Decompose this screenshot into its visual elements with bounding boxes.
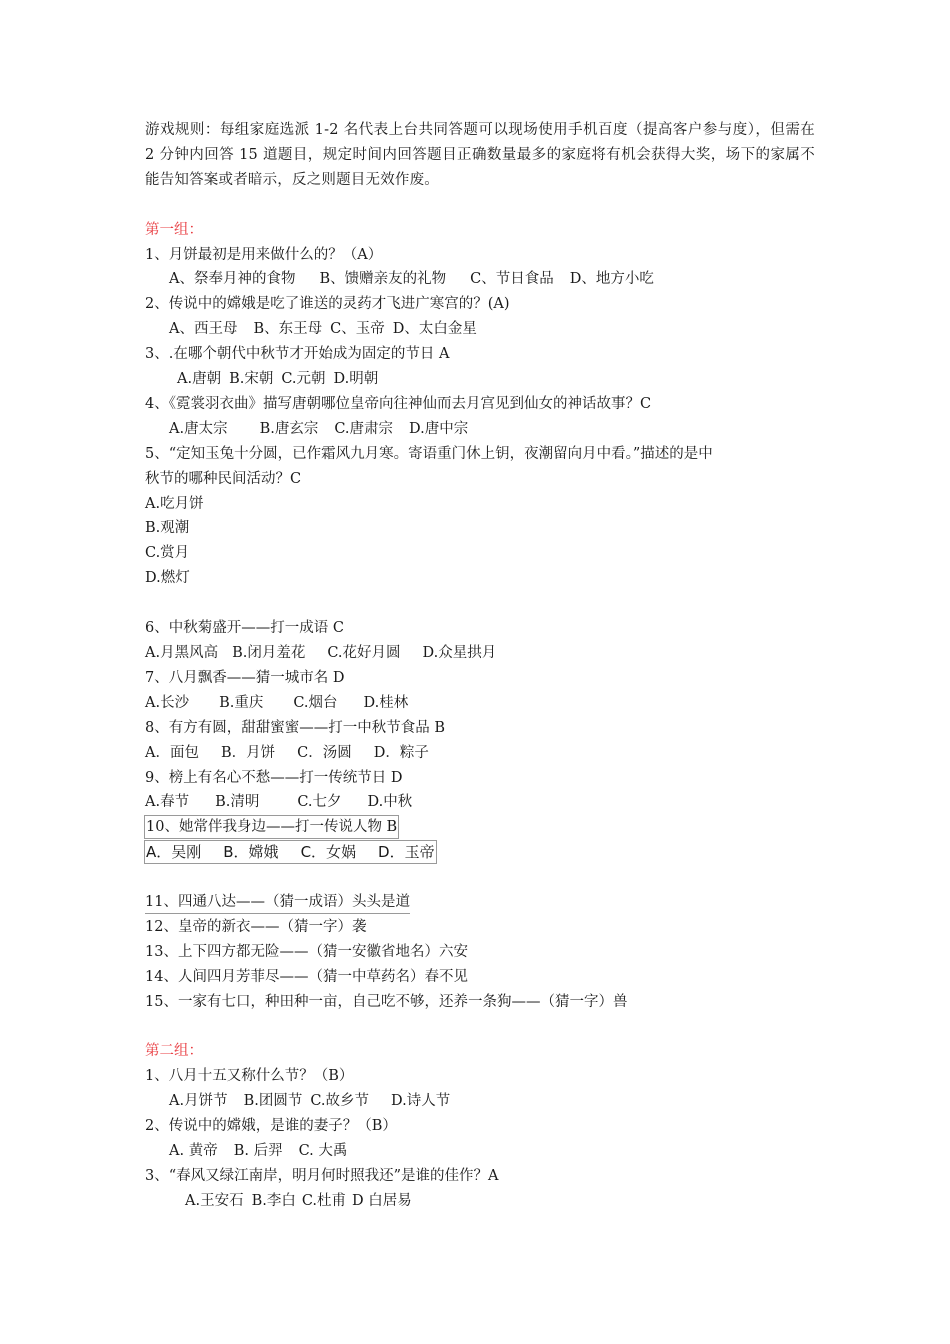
g1-q4: 4、《霓裳羽衣曲》描写唐朝哪位皇帝向往神仙而去月宫见到仙女的神话故事？C bbox=[145, 395, 652, 412]
g1-q11: 11、四通八达——（猜一成语）头头是道 bbox=[145, 891, 410, 914]
g2-q1: 1、八月十五又称什么节？（B） bbox=[145, 1068, 354, 1085]
option: B．月饼 bbox=[220, 744, 276, 761]
g1-q12: 12、皇帝的新衣——（猜一字）袭 bbox=[145, 918, 367, 935]
option: C、玉帝 bbox=[330, 321, 385, 338]
option: B．嫦娥 bbox=[223, 843, 279, 862]
option: C.元朝 bbox=[281, 371, 326, 388]
option: B、馈赠亲友的礼物 bbox=[319, 271, 447, 288]
option: A. 黄帝 bbox=[169, 1143, 218, 1160]
option: D．玉帝 bbox=[378, 843, 435, 862]
g1-q3: 3、.在哪个朝代中秋节才开始成为固定的节日 A bbox=[145, 346, 450, 363]
option: B. 后羿 bbox=[233, 1143, 283, 1160]
g1-q7: 7、八月飘香——猜一城市名 D bbox=[145, 669, 345, 686]
option: D.明朝 bbox=[333, 371, 379, 388]
g2-q3: 3、“春风又绿江南岸，明月何时照我还”是谁的佳作？A bbox=[145, 1168, 499, 1184]
g1-q5-line1: 5、“定知玉兔十分圆，已作霜风九月寒。寄语重门休上钥，夜潮留向月中看。”描述的是中 bbox=[145, 445, 713, 462]
option: C、节日食品 bbox=[470, 271, 554, 288]
g1-q3-options bbox=[145, 367, 815, 392]
option: C.七夕 bbox=[297, 794, 342, 811]
g2-q3-options bbox=[145, 1189, 815, 1214]
option: A、祭奉月神的食物 bbox=[169, 271, 296, 288]
g1-q1: 1、月饼最初是用来做什么的？（A） bbox=[145, 246, 383, 263]
g1-q10: 10、她常伴我身边——打一传说人物 B bbox=[144, 815, 399, 839]
option: C.赏月 bbox=[145, 545, 190, 562]
option: B.李白 bbox=[251, 1192, 296, 1209]
option: B、东王母 bbox=[253, 321, 323, 338]
option: D.唐中宗 bbox=[409, 420, 469, 437]
option: D、地方小吃 bbox=[569, 271, 654, 288]
option: A.月黑风高 bbox=[145, 645, 219, 661]
option: B.唐玄宗 bbox=[259, 420, 319, 437]
option: D.诗人节 bbox=[391, 1093, 451, 1110]
option: B.团圆节 bbox=[243, 1093, 303, 1110]
option: A．面包 bbox=[145, 744, 199, 761]
g1-q2-options bbox=[145, 317, 815, 342]
option: B.宋朝 bbox=[229, 371, 274, 388]
option: C.故乡节 bbox=[310, 1093, 370, 1110]
option: C. 大禹 bbox=[298, 1143, 348, 1160]
option: D．粽子 bbox=[373, 744, 429, 761]
option: D、太白金星 bbox=[392, 321, 477, 338]
g2-q1-options bbox=[145, 1089, 815, 1114]
option: A、西王母 bbox=[169, 321, 238, 338]
option: A.唐朝 bbox=[177, 371, 222, 388]
g1-q1-options bbox=[145, 267, 815, 292]
option: C.花好月圆 bbox=[327, 645, 401, 661]
option: B.闭月羞花 bbox=[232, 645, 306, 661]
option: A.月饼节 bbox=[169, 1093, 228, 1110]
option: A．吴刚 bbox=[146, 843, 202, 862]
g1-q9: 9、榜上有名心不愁——打一传统节日 D bbox=[145, 769, 403, 786]
game-rules: 游戏规则：每组家庭选派 1-2 名代表上台共同答题可以现场使用手机百度（提高客户参与度），但需在 2 分钟内回答 15 道题目，规定时间内回答题目正确数量最多的家庭将有机会获得大奖，场下的家属不能告知答案或者暗示，反之则题目无效作废。 bbox=[145, 122, 815, 188]
option: C．女娲 bbox=[300, 843, 357, 862]
g1-q4-options bbox=[145, 417, 815, 442]
option: D.众星拱月 bbox=[422, 645, 497, 661]
g1-q15: 15、一家有七口，种田种一亩，自己吃不够，还养一条狗——（猜一字）兽 bbox=[145, 993, 628, 1010]
option: A.唐太宗 bbox=[169, 420, 228, 437]
option: A.王安石 bbox=[185, 1192, 244, 1209]
g2-q2: 2、传说中的嫦娥，是谁的妻子？（B） bbox=[145, 1118, 397, 1135]
option: C.唐肃宗 bbox=[334, 420, 394, 437]
option: D.中秋 bbox=[367, 794, 413, 811]
option: A.春节 bbox=[145, 794, 190, 811]
group1-title: 第一组： bbox=[145, 221, 203, 238]
option: B.观潮 bbox=[145, 520, 190, 537]
option: D.桂林 bbox=[363, 694, 409, 711]
option: A.长沙 bbox=[145, 694, 190, 711]
g1-q14: 14、人间四月芳菲尽——（猜一中草药名）春不见 bbox=[145, 968, 468, 985]
g1-q9-options bbox=[145, 790, 815, 815]
g1-q6: 6、中秋菊盛开——打一成语 C bbox=[145, 620, 344, 637]
g1-q10-options bbox=[144, 840, 437, 864]
option: C．汤圆 bbox=[297, 744, 352, 761]
g1-q8-options bbox=[145, 741, 815, 766]
g1-q7-options bbox=[145, 691, 815, 716]
document-page bbox=[145, 118, 815, 1214]
g1-q2: 2、传说中的嫦娥是吃了谁送的灵药才飞进广寒宫的？(A) bbox=[145, 296, 510, 313]
option: C.杜甫 bbox=[301, 1192, 347, 1209]
option: D.燃灯 bbox=[145, 570, 190, 587]
option: B.重庆 bbox=[219, 694, 264, 711]
g1-q8: 8、有方有圆，甜甜蜜蜜——打一中秋节食品 B bbox=[145, 719, 445, 736]
option: D 白居易 bbox=[352, 1192, 412, 1209]
g1-q5-line2: 秋节的哪种民间活动？C bbox=[145, 470, 302, 487]
g1-q6-options bbox=[145, 641, 815, 666]
option: C.烟台 bbox=[293, 694, 338, 711]
group2-title: 第二组： bbox=[145, 1043, 203, 1060]
option: B.清明 bbox=[215, 794, 260, 811]
g2-q2-options bbox=[145, 1139, 815, 1164]
option: A.吃月饼 bbox=[145, 495, 204, 512]
g1-q13: 13、上下四方都无险——（猜一安徽省地名）六安 bbox=[145, 943, 468, 960]
